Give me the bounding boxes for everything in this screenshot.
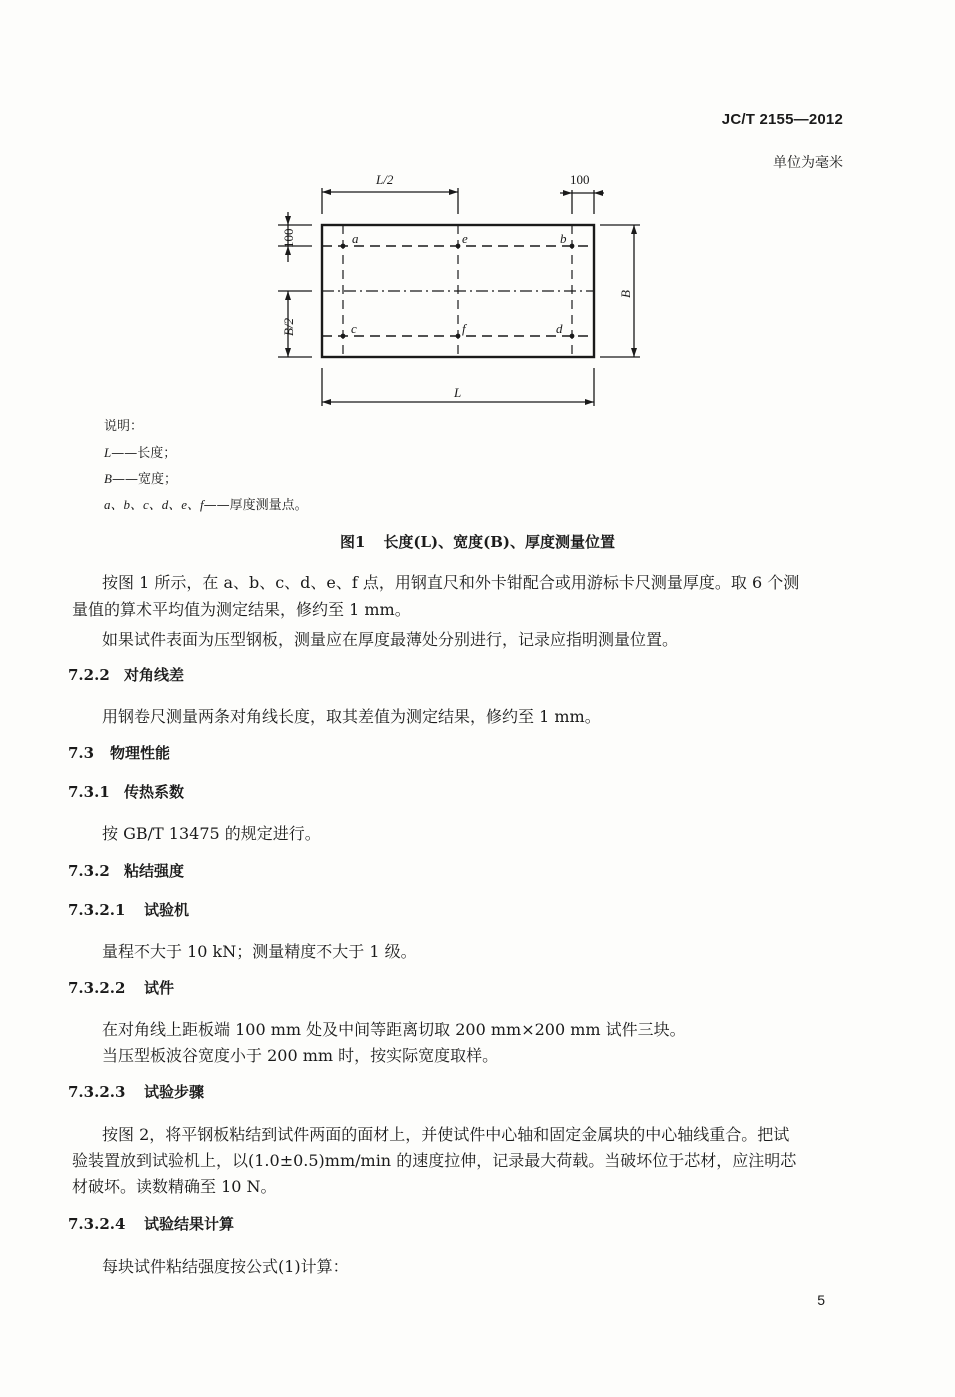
section-7-3-2-1-heading: 7.3.2.1 试验机 — [68, 901, 190, 919]
legend-item-length: L——长度； — [104, 445, 177, 461]
legend-title: 说明： — [104, 419, 144, 434]
standard-number: JC/T 2155—2012 — [721, 111, 843, 128]
legend-item-width: B——宽度； — [104, 471, 177, 487]
point-b-label: b — [560, 231, 567, 246]
point-b-marker — [570, 244, 575, 249]
dim-width-label: B — [618, 290, 633, 298]
section-7-3-1-heading: 7.3.1 传热系数 — [68, 783, 185, 801]
point-c-marker — [341, 334, 346, 339]
section-7-3-2-4-heading: 7.3.2.4 试验结果计算 — [68, 1215, 235, 1233]
paragraph-1-line-1: 按图 1 所示，在 a、b、c、d、e、f 点，用钢直尺和外卡钳配合或用游标卡尺测量厚度。取 6 个测 — [102, 573, 800, 592]
point-e-marker — [456, 244, 461, 249]
section-7-3-2-3-line-2: 验装置放到试验机上，以(1.0±0.5)mm/min 的速度拉伸，记录最大荷载。当破坏位于芯材，应注明芯 — [72, 1151, 797, 1170]
point-f-marker — [456, 334, 461, 339]
dim-half-width-label: B/2 — [281, 317, 296, 336]
section-7-3-2-3-heading: 7.3.2.3 试验步骤 — [68, 1083, 205, 1101]
figure-caption-number: 图1 — [339, 533, 366, 551]
section-7-3-heading: 7.3 物理性能 — [68, 744, 171, 762]
point-f-label: f — [462, 321, 466, 336]
point-a-marker — [341, 244, 346, 249]
dim-edge-label: 100 — [570, 172, 590, 187]
dim-edge-left-label: 100 — [281, 228, 296, 248]
point-e-label: e — [462, 231, 468, 246]
section-7-2-2-heading: 7.2.2 对角线差 — [68, 666, 185, 684]
figure-1-diagram — [0, 0, 955, 420]
section-7-3-2-3-line-1: 按图 2，将平钢板粘结到试件两面的面材上，并使试件中心轴和固定金属块的中心轴线重合。把试 — [102, 1125, 790, 1144]
dim-half-length-label: L/2 — [376, 172, 394, 187]
section-7-3-2-3-line-3: 材破坏。读数精确至 10 N。 — [72, 1177, 277, 1196]
point-d-marker — [570, 334, 575, 339]
point-c-label: c — [351, 321, 357, 336]
legend-item-points: a、b、c、d、e、f——厚度测量点。 — [104, 497, 308, 513]
section-7-3-2-2-body-1: 在对角线上距板端 100 mm 处及中间等距离切取 200 mm×200 mm 试件三块。 — [102, 1020, 686, 1039]
section-7-3-2-1-body: 量程不大于 10 kN；测量精度不大于 1 级。 — [102, 942, 417, 961]
section-7-3-2-2-body-2: 当压型板波谷宽度小于 200 mm 时，按实际宽度取样。 — [102, 1046, 499, 1065]
dim-length-label: L — [454, 385, 462, 400]
section-7-2-2-body: 用钢卷尺测量两条对角线长度，取其差值为测定结果，修约至 1 mm。 — [102, 707, 601, 726]
paragraph-2: 如果试件表面为压型钢板，测量应在厚度最薄处分别进行，记录应指明测量位置。 — [102, 630, 679, 649]
paragraph-1-line-2: 量值的算术平均值为测定结果，修约至 1 mm。 — [72, 600, 411, 619]
page-number: 5 — [817, 1292, 825, 1308]
figure-caption — [0, 531, 955, 552]
section-7-3-2-4-body: 每块试件粘结强度按公式(1)计算： — [102, 1257, 349, 1276]
point-d-label: d — [556, 321, 563, 336]
point-a-label: a — [352, 231, 359, 246]
section-7-3-2-2-heading: 7.3.2.2 试件 — [68, 979, 175, 997]
unit-note: 单位为毫米 — [773, 155, 843, 171]
figure-caption-text: 长度(L)、宽度(B)、厚度测量位置 — [383, 533, 616, 551]
section-7-3-1-body: 按 GB/T 13475 的规定进行。 — [102, 824, 321, 843]
section-7-3-2-heading: 7.3.2 粘结强度 — [68, 862, 185, 880]
